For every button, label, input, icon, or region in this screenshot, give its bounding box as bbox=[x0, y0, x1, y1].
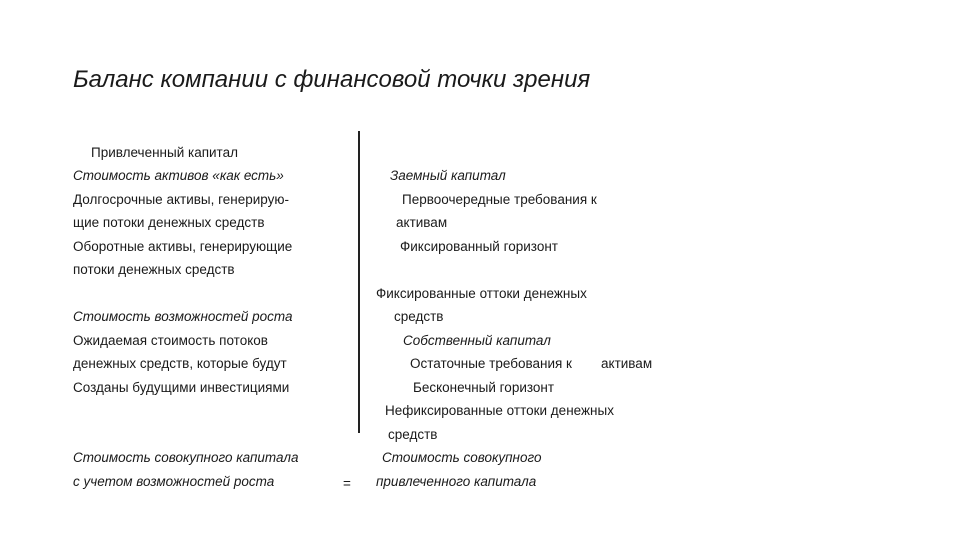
right-total-raised-capital-line1: Стоимость совокупного bbox=[382, 450, 542, 465]
vertical-divider bbox=[358, 131, 360, 433]
left-heading-raised-capital: Привлеченный капитал bbox=[91, 145, 238, 160]
left-current-assets-line1: Оборотные активы, генерирующие bbox=[73, 239, 293, 254]
left-expected-cashflows-line3: Созданы будущими инвестициями bbox=[73, 380, 290, 395]
left-assets-in-place: Стоимость активов «как есть» bbox=[73, 168, 284, 183]
right-fixed-outflows-line1: Фиксированные оттоки денежных bbox=[376, 286, 587, 301]
right-priority-claims-line1: Первоочередные требования к bbox=[402, 192, 597, 207]
right-debt-capital: Заемный капитал bbox=[390, 168, 506, 183]
right-nonfixed-outflows-line2: средств bbox=[388, 427, 438, 442]
equals-sign: = bbox=[343, 476, 351, 491]
right-total-raised-capital-line2: привлеченного капитала bbox=[376, 474, 537, 489]
right-residual-claims-assets: активам bbox=[601, 356, 653, 371]
left-growth-options: Стоимость возможностей роста bbox=[73, 309, 293, 324]
left-total-capital-line1: Стоимость совокупного капитала bbox=[73, 450, 299, 465]
left-longterm-assets-line1: Долгосрочные активы, генерирую- bbox=[73, 192, 289, 207]
right-fixed-outflows-line2: средств bbox=[394, 309, 444, 324]
left-total-capital-line2: с учетом возможностей роста bbox=[73, 474, 275, 489]
left-longterm-assets-line2: щие потоки денежных средств bbox=[73, 215, 265, 230]
left-expected-cashflows-line2: денежных средств, которые будут bbox=[73, 356, 287, 371]
page-title: Баланс компании с финансовой точки зрения bbox=[73, 66, 591, 93]
left-expected-cashflows-line1: Ожидаемая стоимость потоков bbox=[73, 333, 268, 348]
left-current-assets-line2: потоки денежных средств bbox=[73, 262, 235, 277]
right-infinite-horizon: Бесконечный горизонт bbox=[413, 380, 555, 395]
right-fixed-horizon: Фиксированный горизонт bbox=[400, 239, 558, 254]
right-residual-claims: Остаточные требования к bbox=[410, 356, 572, 371]
right-equity-capital: Собственный капитал bbox=[403, 333, 551, 348]
right-priority-claims-line2: активам bbox=[396, 215, 448, 230]
right-nonfixed-outflows-line1: Нефиксированные оттоки денежных bbox=[385, 403, 614, 418]
